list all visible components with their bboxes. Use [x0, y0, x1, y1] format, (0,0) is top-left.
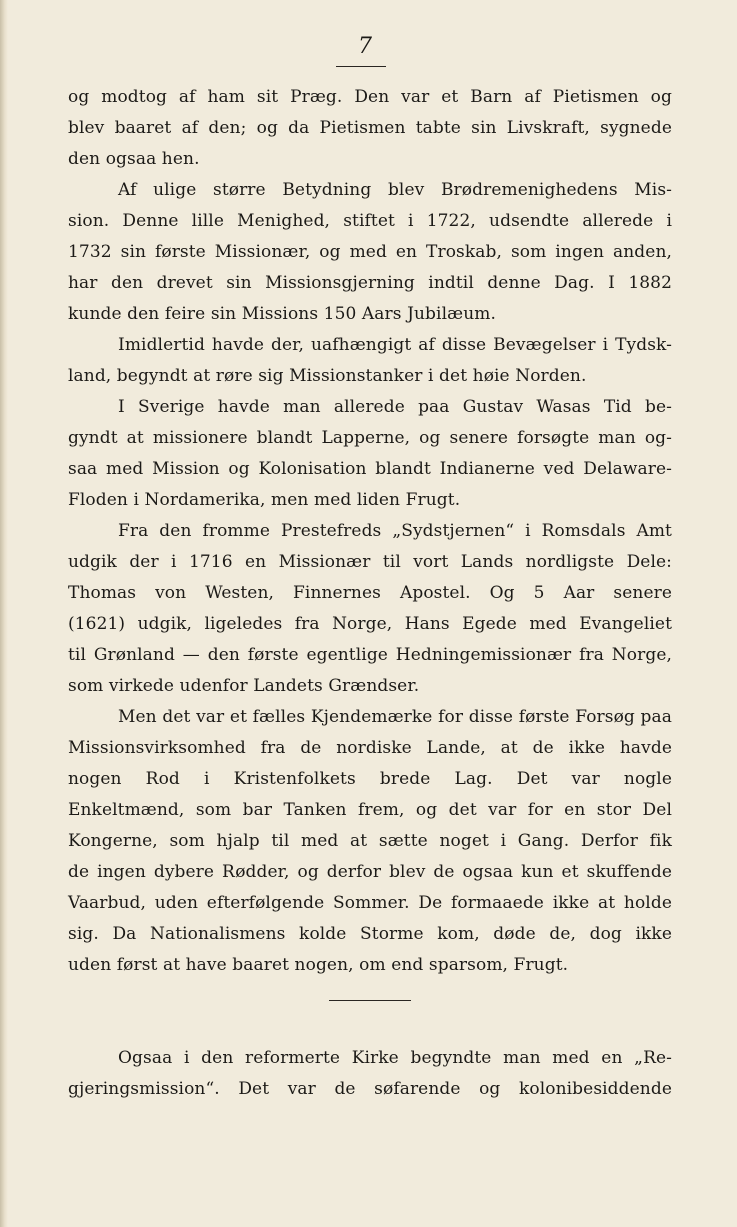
paragraph [68, 1043, 672, 1105]
text-line: Missionsvirksomhed fra de nordiske Lande, at de ikke havde [68, 738, 672, 758]
text-line: saa med Mission og Kolonisation blandt Indianerne ved Delaware- [68, 459, 672, 479]
text-line: de ingen dybere Rødder, og derfor blev de ogsaa kun et skuffende [68, 862, 672, 882]
text-line: udgik der i 1716 en Missionær til vort Lands nordligste Dele: [68, 552, 672, 572]
text-line: har den drevet sin Missionsgjerning indtil denne Dag. I 1882 [68, 273, 672, 293]
section-divider [329, 1000, 411, 1001]
text-line: Men det var et fælles Kjendemærke for disse første Forsøg paa [118, 707, 672, 727]
text-line: Imidlertid havde der, uafhængigt af disse Bevægelser i Tydsk- [118, 335, 672, 355]
text-line: sion. Denne lille Menighed, stiftet i 1722, udsendte allerede i [68, 211, 672, 231]
text-line: til Grønland — den første egentlige Hedningemissionær fra Norge, [68, 645, 672, 665]
text-line: som virkede udenfor Landets Grændser. [68, 676, 420, 696]
text-line: Fra den fromme Prestefreds „Sydstjernen“ i Romsdals Amt [118, 521, 672, 541]
text-line: og modtog af ham sit Præg. Den var et Barn af Pietismen og [68, 87, 672, 107]
page-number: 7 [358, 34, 372, 59]
text-line: land, begyndt at røre sig Missionstanker i det høie Norden. [68, 366, 587, 386]
paragraph [68, 82, 672, 175]
text-line: Enkeltmænd, som bar Tanken frem, og det var for en stor Del [68, 800, 672, 820]
text-line: Af ulige større Betydning blev Brødremenighedens Mis- [118, 180, 672, 200]
text-line: Vaarbud, uden efterfølgende Sommer. De formaaede ikke at holde [68, 893, 672, 913]
page-number-rule [336, 66, 386, 67]
text-line: Floden i Nordamerika, men med liden Frugt. [68, 490, 461, 510]
text-line: sig. Da Nationalismens kolde Storme kom, døde de, dog ikke [68, 924, 672, 944]
text-line: (1621) udgik, ligeledes fra Norge, Hans Egede med Evangeliet [68, 614, 672, 634]
text-line: den ogsaa hen. [68, 149, 200, 169]
text-line: nogen Rod i Kristenfolkets brede Lag. Det var nogle [68, 769, 672, 789]
text-line: Ogsaa i den reformerte Kirke begyndte man med en „Re- [118, 1048, 672, 1068]
paragraph [68, 702, 672, 981]
paragraph [68, 392, 672, 516]
text-line: gjeringsmission“. Det var de søfarende og kolonibesiddende [68, 1079, 672, 1099]
text-line: 1732 sin første Missionær, og med en Troskab, som ingen anden, [68, 242, 672, 262]
paragraph [68, 516, 672, 702]
text-line: uden først at have baaret nogen, om end sparsom, Frugt. [68, 955, 569, 975]
text-line: kunde den feire sin Missions 150 Aars Jubilæum. [68, 304, 496, 324]
text-line: I Sverige havde man allerede paa Gustav Wasas Tid be- [118, 397, 672, 417]
text-line: blev baaret af den; og da Pietismen tabte sin Livskraft, sygnede [68, 118, 672, 138]
paragraph [68, 175, 672, 330]
text-line: Kongerne, som hjalp til med at sætte noget i Gang. Derfor fik [68, 831, 672, 851]
text-line: gyndt at missionere blandt Lapperne, og senere forsøgte man og- [68, 428, 672, 448]
page-edge [0, 0, 8, 1227]
text-column [68, 82, 672, 1105]
text-line: Thomas von Westen, Finnernes Apostel. Og 5 Aar senere [68, 583, 672, 603]
paragraph [68, 330, 672, 392]
